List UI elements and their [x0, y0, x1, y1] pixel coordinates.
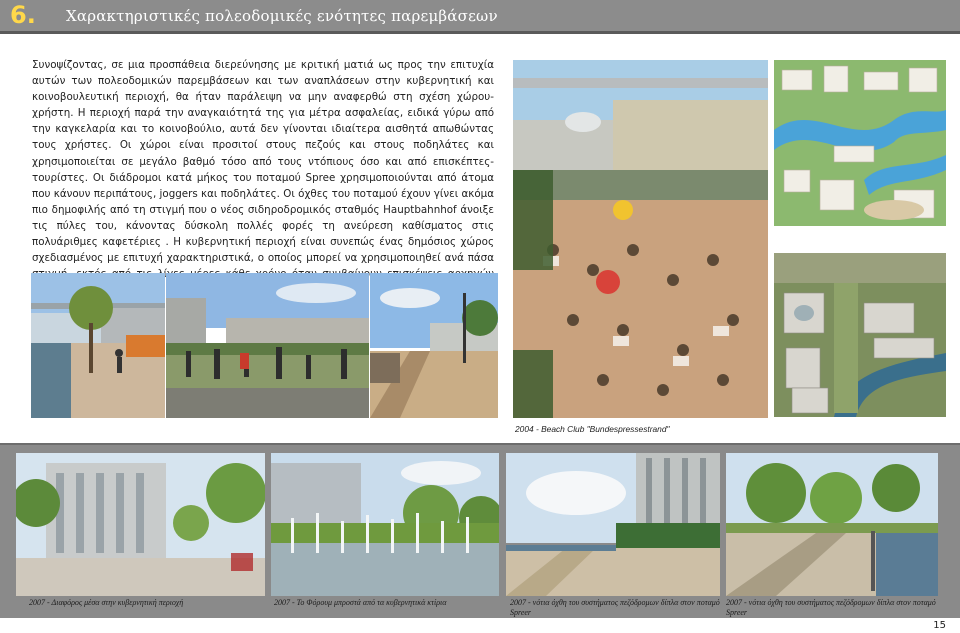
- page-number: 15: [933, 620, 946, 631]
- section-number: 6.: [10, 1, 36, 29]
- photo-forum-fountains: [271, 453, 499, 596]
- header-bar: [0, 0, 960, 34]
- caption-bottom-4: 2007 - νότια όχθη του συστήματος πεζόδρομων δίπλα στον ποταμό Spreer: [726, 598, 936, 617]
- body-paragraph: Συνοψίζοντας, σε μια προσπάθεια διερεύνησης με κριτική ματιά ως προς την επιτυχία αυτών των πολεοδομικών παρεμβάσεων και των αναπλάσεων στην κυβερνητική και κοινοβουλευτική περιοχή, θα ήταν παράλειψη να μην αναφερθώ στη σχέση χώρου-χρήστη. Η περιοχή παρά την αναγκαιότητά της για μέτρα ασφαλείας, ειδικά γύρω από την καγκελαρία και το κοινοβούλιο, αυτά δεν γίνονται ιδιαίτερα αισθητά απωθώντας τους χρήστες. Οι χώροι είναι προσιτοί στους πεζούς και στους ποδηλάτες και χρησιμοποιείται σε μεγάλο βαθμό τόσο από τους ντόπιους όσο και από επισκέπτες-τουρίστες. Οι διάδρομοι κατά μήκος του ποταμού Spree χρησιμοποιούνται από άτομα που κάνουν περιπάτους, joggers και ποδηλάτες. Οι όχθες του ποταμού έχουν γίνει ακόμα πιο δημοφιλής από τη στιγμή που ο νέος σιδηροδρομικός σταθμός Hauptbahnhof άνοιξε τις πύλες του, κάνοντας δύσκολη πολλές φορές τη ανεύρεση καθίσματος στις πολυάριθμες καφετέριες . Η κυβερνητική περιοχή είναι συνεπώς ένας δημόσιος χώρος σχεδιασμένος με επιτυχή χαρακτηριστικά, ο οποίος μπορεί να χρησιμοποιηθεί ανά πάσα: [32, 59, 494, 265]
- caption-bottom-1: 2007 - Διαφόρος μέσα στην κυβερνητική περιοχή: [29, 598, 184, 607]
- section-title: Χαρακτηριστικές πολεοδομικές ενότητες παρεμβάσεων: [66, 7, 498, 25]
- photo-promenade: [370, 273, 498, 418]
- caption-bottom-2: 2007 - Το Φόρουμ μπροστά από τα κυβερνητικά κτίρια: [274, 598, 447, 607]
- photo-aerial-view: [774, 253, 946, 417]
- photo-forum-crowd: [166, 273, 369, 418]
- caption-bottom-3: 2007 - νότια όχθη του συστήματος πεζόδρομων δίπλα στον ποταμό Spreer: [510, 598, 720, 617]
- photo-site-plan: [774, 60, 946, 226]
- photo-south-bank-1: [506, 453, 720, 596]
- photo-govt-street: [16, 453, 265, 596]
- photo-beach-club: [513, 60, 768, 418]
- photo-riverside-walk: [31, 273, 165, 418]
- photo-south-bank-2: [726, 453, 938, 596]
- caption-beach-club: 2004 - Beach Club "Bundespressestrand": [515, 424, 670, 434]
